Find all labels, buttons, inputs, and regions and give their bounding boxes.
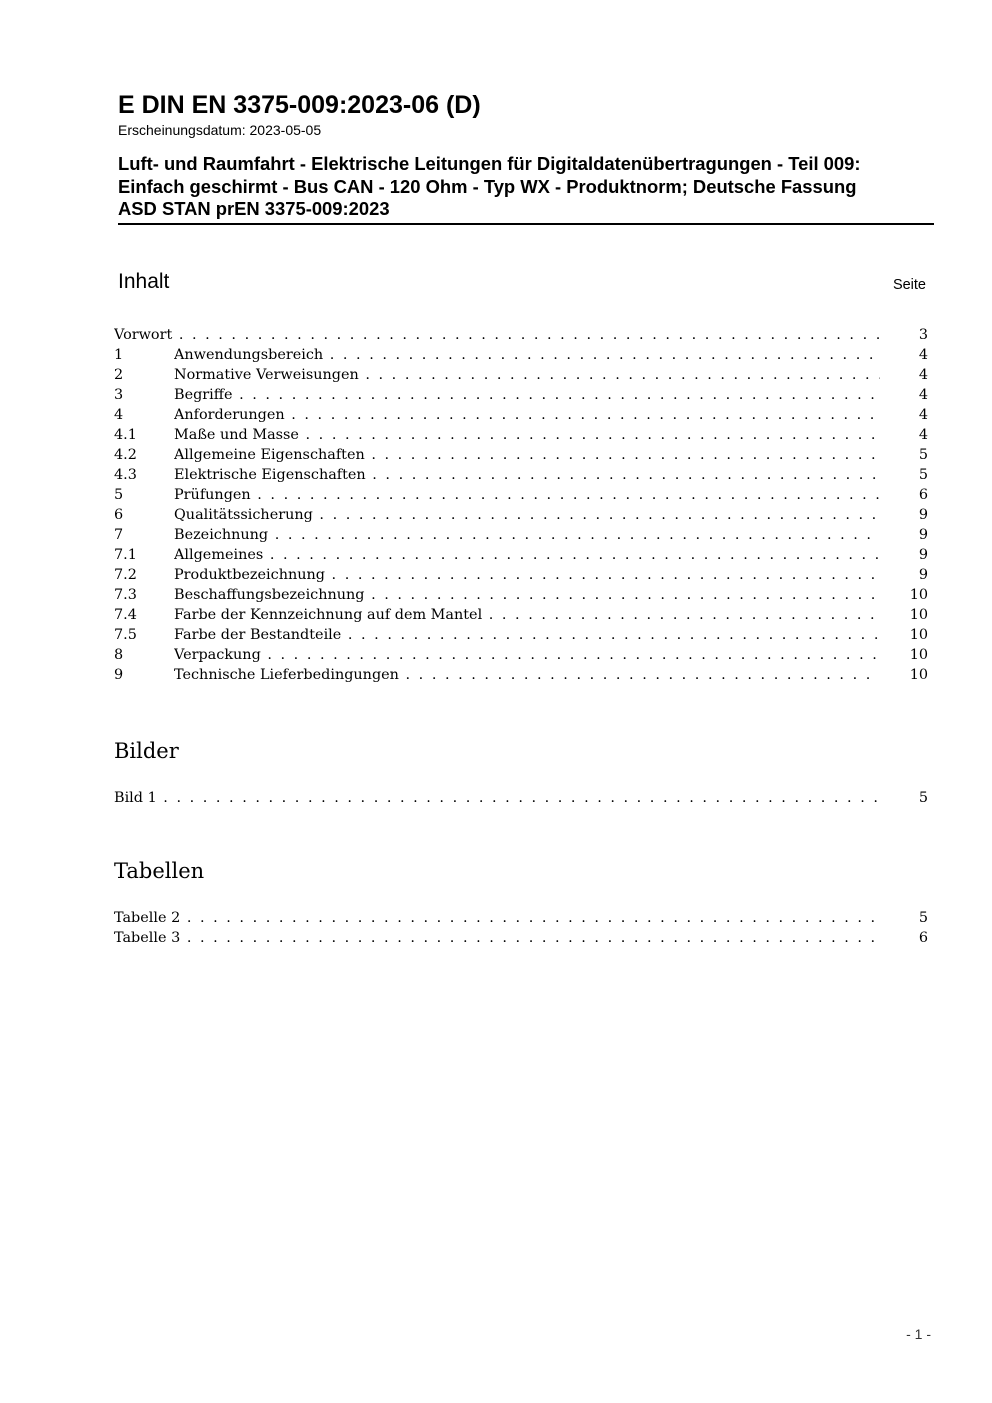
page-column-label: Seite — [892, 277, 926, 293]
toc-entry-page: 10 — [909, 627, 928, 643]
toc-entry-label: Allgemeines . . . — [174, 545, 880, 565]
table-entry-label: Tabelle 2 . . . — [114, 908, 880, 928]
toc-entry-label: Vorwort . . . — [114, 325, 880, 345]
figure-entry-label: Bild 1 . . . — [114, 788, 880, 808]
toc-entry-label: Qualitätssicherung . . . — [174, 505, 880, 525]
toc-entry-label: Normative Verweisungen . . . — [174, 365, 880, 385]
toc-entry-number: 7 — [114, 527, 124, 543]
toc-entry-number: 5 — [114, 487, 124, 503]
toc-entry[interactable] — [114, 385, 928, 405]
toc-entry-page: 4 — [918, 407, 928, 423]
title-line: Luft- und Raumfahrt - Elektrische Leitungen für Digitaldatenübertragungen - Teil 009: — [118, 153, 861, 174]
figures-heading: Bilder — [114, 739, 179, 763]
toc-entry[interactable] — [114, 545, 928, 565]
title-line: ASD STAN prEN 3375-009:2023 — [118, 198, 390, 219]
toc-entry[interactable] — [114, 645, 928, 665]
table-entry-page: 5 — [918, 910, 928, 926]
toc-entry[interactable] — [114, 665, 928, 685]
toc-entry[interactable] — [114, 565, 928, 585]
toc-entry[interactable] — [114, 585, 928, 605]
toc-entry-page: 10 — [909, 647, 928, 663]
figures-list — [114, 788, 928, 808]
toc-entry-number: 7.1 — [114, 547, 137, 563]
toc-entry-page: 9 — [918, 547, 928, 563]
toc-heading-row — [118, 268, 926, 298]
document-header — [118, 90, 934, 225]
toc-entry-page: 10 — [909, 587, 928, 603]
toc-entry-number: 6 — [114, 507, 124, 523]
toc-entry-number: 4.1 — [114, 427, 137, 443]
toc-entry-number: 7.4 — [114, 607, 137, 623]
toc-entry-number: 1 — [114, 347, 124, 363]
toc-entry-number: 7.5 — [114, 627, 137, 643]
toc-entry-label: Technische Lieferbedingungen . . . — [174, 665, 880, 685]
toc-entry-page: 4 — [918, 367, 928, 383]
toc-entry-page: 3 — [918, 327, 928, 343]
toc-entry-number: 3 — [114, 387, 124, 403]
toc-list — [114, 325, 928, 685]
toc-entry[interactable] — [114, 525, 928, 545]
toc-entry-page: 5 — [918, 447, 928, 463]
toc-entry[interactable] — [114, 625, 928, 645]
toc-entry-page: 10 — [909, 667, 928, 683]
toc-entry-page: 6 — [918, 487, 928, 503]
toc-entry-page: 9 — [918, 507, 928, 523]
toc-entry-number: 4.3 — [114, 467, 137, 483]
table-entry-label: Tabelle 3 . . . — [114, 928, 880, 948]
toc-entry-page: 9 — [918, 567, 928, 583]
toc-entry-page: 4 — [918, 427, 928, 443]
toc-entry-number: 4 — [114, 407, 124, 423]
toc-entry-page: 4 — [918, 347, 928, 363]
toc-entry-number: 7.3 — [114, 587, 137, 603]
toc-entry-label: Begriffe . . . — [174, 385, 880, 405]
publication-date: Erscheinungsdatum: 2023-05-05 — [118, 122, 322, 138]
document-id: E DIN EN 3375-009:2023-06 (D) — [118, 91, 481, 119]
toc-entry[interactable] — [114, 505, 928, 525]
table-entry[interactable] — [114, 928, 928, 948]
figure-entry-page: 5 — [918, 790, 928, 806]
toc-entry-label: Beschaffungsbezeichnung . . . — [174, 585, 880, 605]
toc-entry-page: 9 — [918, 527, 928, 543]
toc-entry[interactable] — [114, 605, 928, 625]
toc-entry[interactable] — [114, 325, 928, 345]
toc-entry-label: Anforderungen . . . — [174, 405, 880, 425]
tables-list — [114, 908, 928, 948]
toc-entry-number: 9 — [114, 667, 124, 683]
toc-entry-label: Maße und Masse . . . — [174, 425, 880, 445]
toc-entry-number: 7.2 — [114, 567, 137, 583]
toc-entry-label: Bezeichnung . . . — [174, 525, 880, 545]
toc-entry[interactable] — [114, 485, 928, 505]
table-entry-page: 6 — [918, 930, 928, 946]
document-title — [118, 153, 934, 225]
figure-entry[interactable] — [114, 788, 928, 808]
toc-entry[interactable] — [114, 465, 928, 485]
toc-entry-label: Farbe der Bestandteile . . . — [174, 625, 880, 645]
toc-entry[interactable] — [114, 345, 928, 365]
toc-entry-label: Farbe der Kennzeichnung auf dem Mantel . . . — [174, 605, 880, 625]
toc-entry-label: Allgemeine Eigenschaften . . . — [174, 445, 880, 465]
toc-entry[interactable] — [114, 425, 928, 445]
toc-entry-page: 4 — [918, 387, 928, 403]
toc-entry[interactable] — [114, 365, 928, 385]
toc-entry-page: 5 — [918, 467, 928, 483]
toc-entry-label: Elektrische Eigenschaften . . . — [174, 465, 880, 485]
table-entry[interactable] — [114, 908, 928, 928]
toc-entry-number: 2 — [114, 367, 124, 383]
title-line: Einfach geschirmt - Bus CAN - 120 Ohm - Typ WX - Produktnorm; Deutsche Fassung — [118, 175, 857, 197]
page-number: - 1 - — [906, 1326, 931, 1342]
toc-heading: Inhalt — [118, 270, 170, 293]
toc-entry-number: 8 — [114, 647, 124, 663]
toc-entry-page: 10 — [909, 607, 928, 623]
toc-entry-label: Produktbezeichnung . . . — [174, 565, 880, 585]
toc-entry-label: Anwendungsbereich . . . — [174, 345, 880, 365]
toc-entry[interactable] — [114, 405, 928, 425]
tables-heading: Tabellen — [114, 859, 205, 883]
toc-entry-number: 4.2 — [114, 447, 137, 463]
toc-entry-label: Verpackung . . . — [174, 645, 880, 665]
toc-entry-label: Prüfungen . . . — [174, 485, 880, 505]
toc-entry[interactable] — [114, 445, 928, 465]
